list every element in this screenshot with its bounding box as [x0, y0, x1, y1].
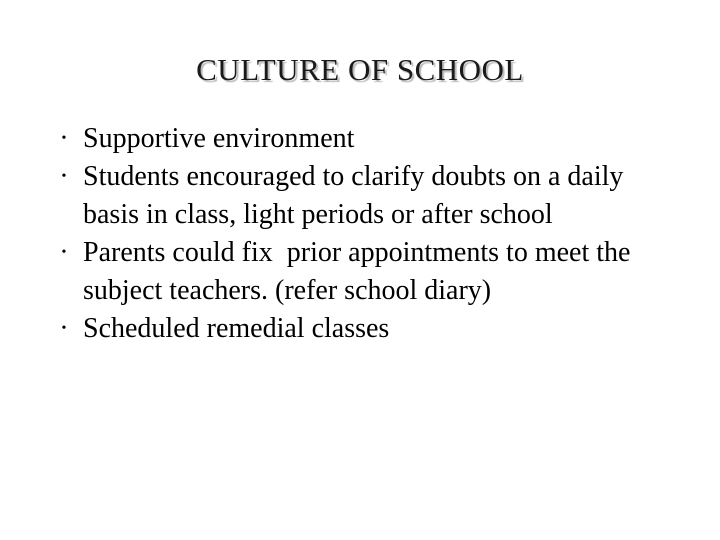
bullet-dot-icon: • — [61, 245, 67, 260]
bullet-text: Parents could fix prior appointments to meet the subject teachers. (refer school diary) — [83, 237, 638, 306]
slide-title: CULTURE OF SCHOOL — [196, 52, 524, 87]
bullet-item — [52, 310, 652, 348]
bullet-item — [52, 120, 652, 158]
bullet-item — [52, 158, 652, 234]
bullet-text: Students encouraged to clarify doubts on a daily basis in class, light periods or after school — [83, 161, 624, 230]
bullet-list — [52, 120, 652, 348]
bullet-dot-icon: • — [61, 169, 67, 184]
bullet-dot-icon: • — [61, 131, 67, 146]
bullet-text: Scheduled remedial classes — [83, 313, 390, 344]
bullet-dot-icon: • — [61, 321, 67, 336]
bullet-item — [52, 234, 652, 310]
bullet-text: Supportive environment — [83, 123, 355, 154]
